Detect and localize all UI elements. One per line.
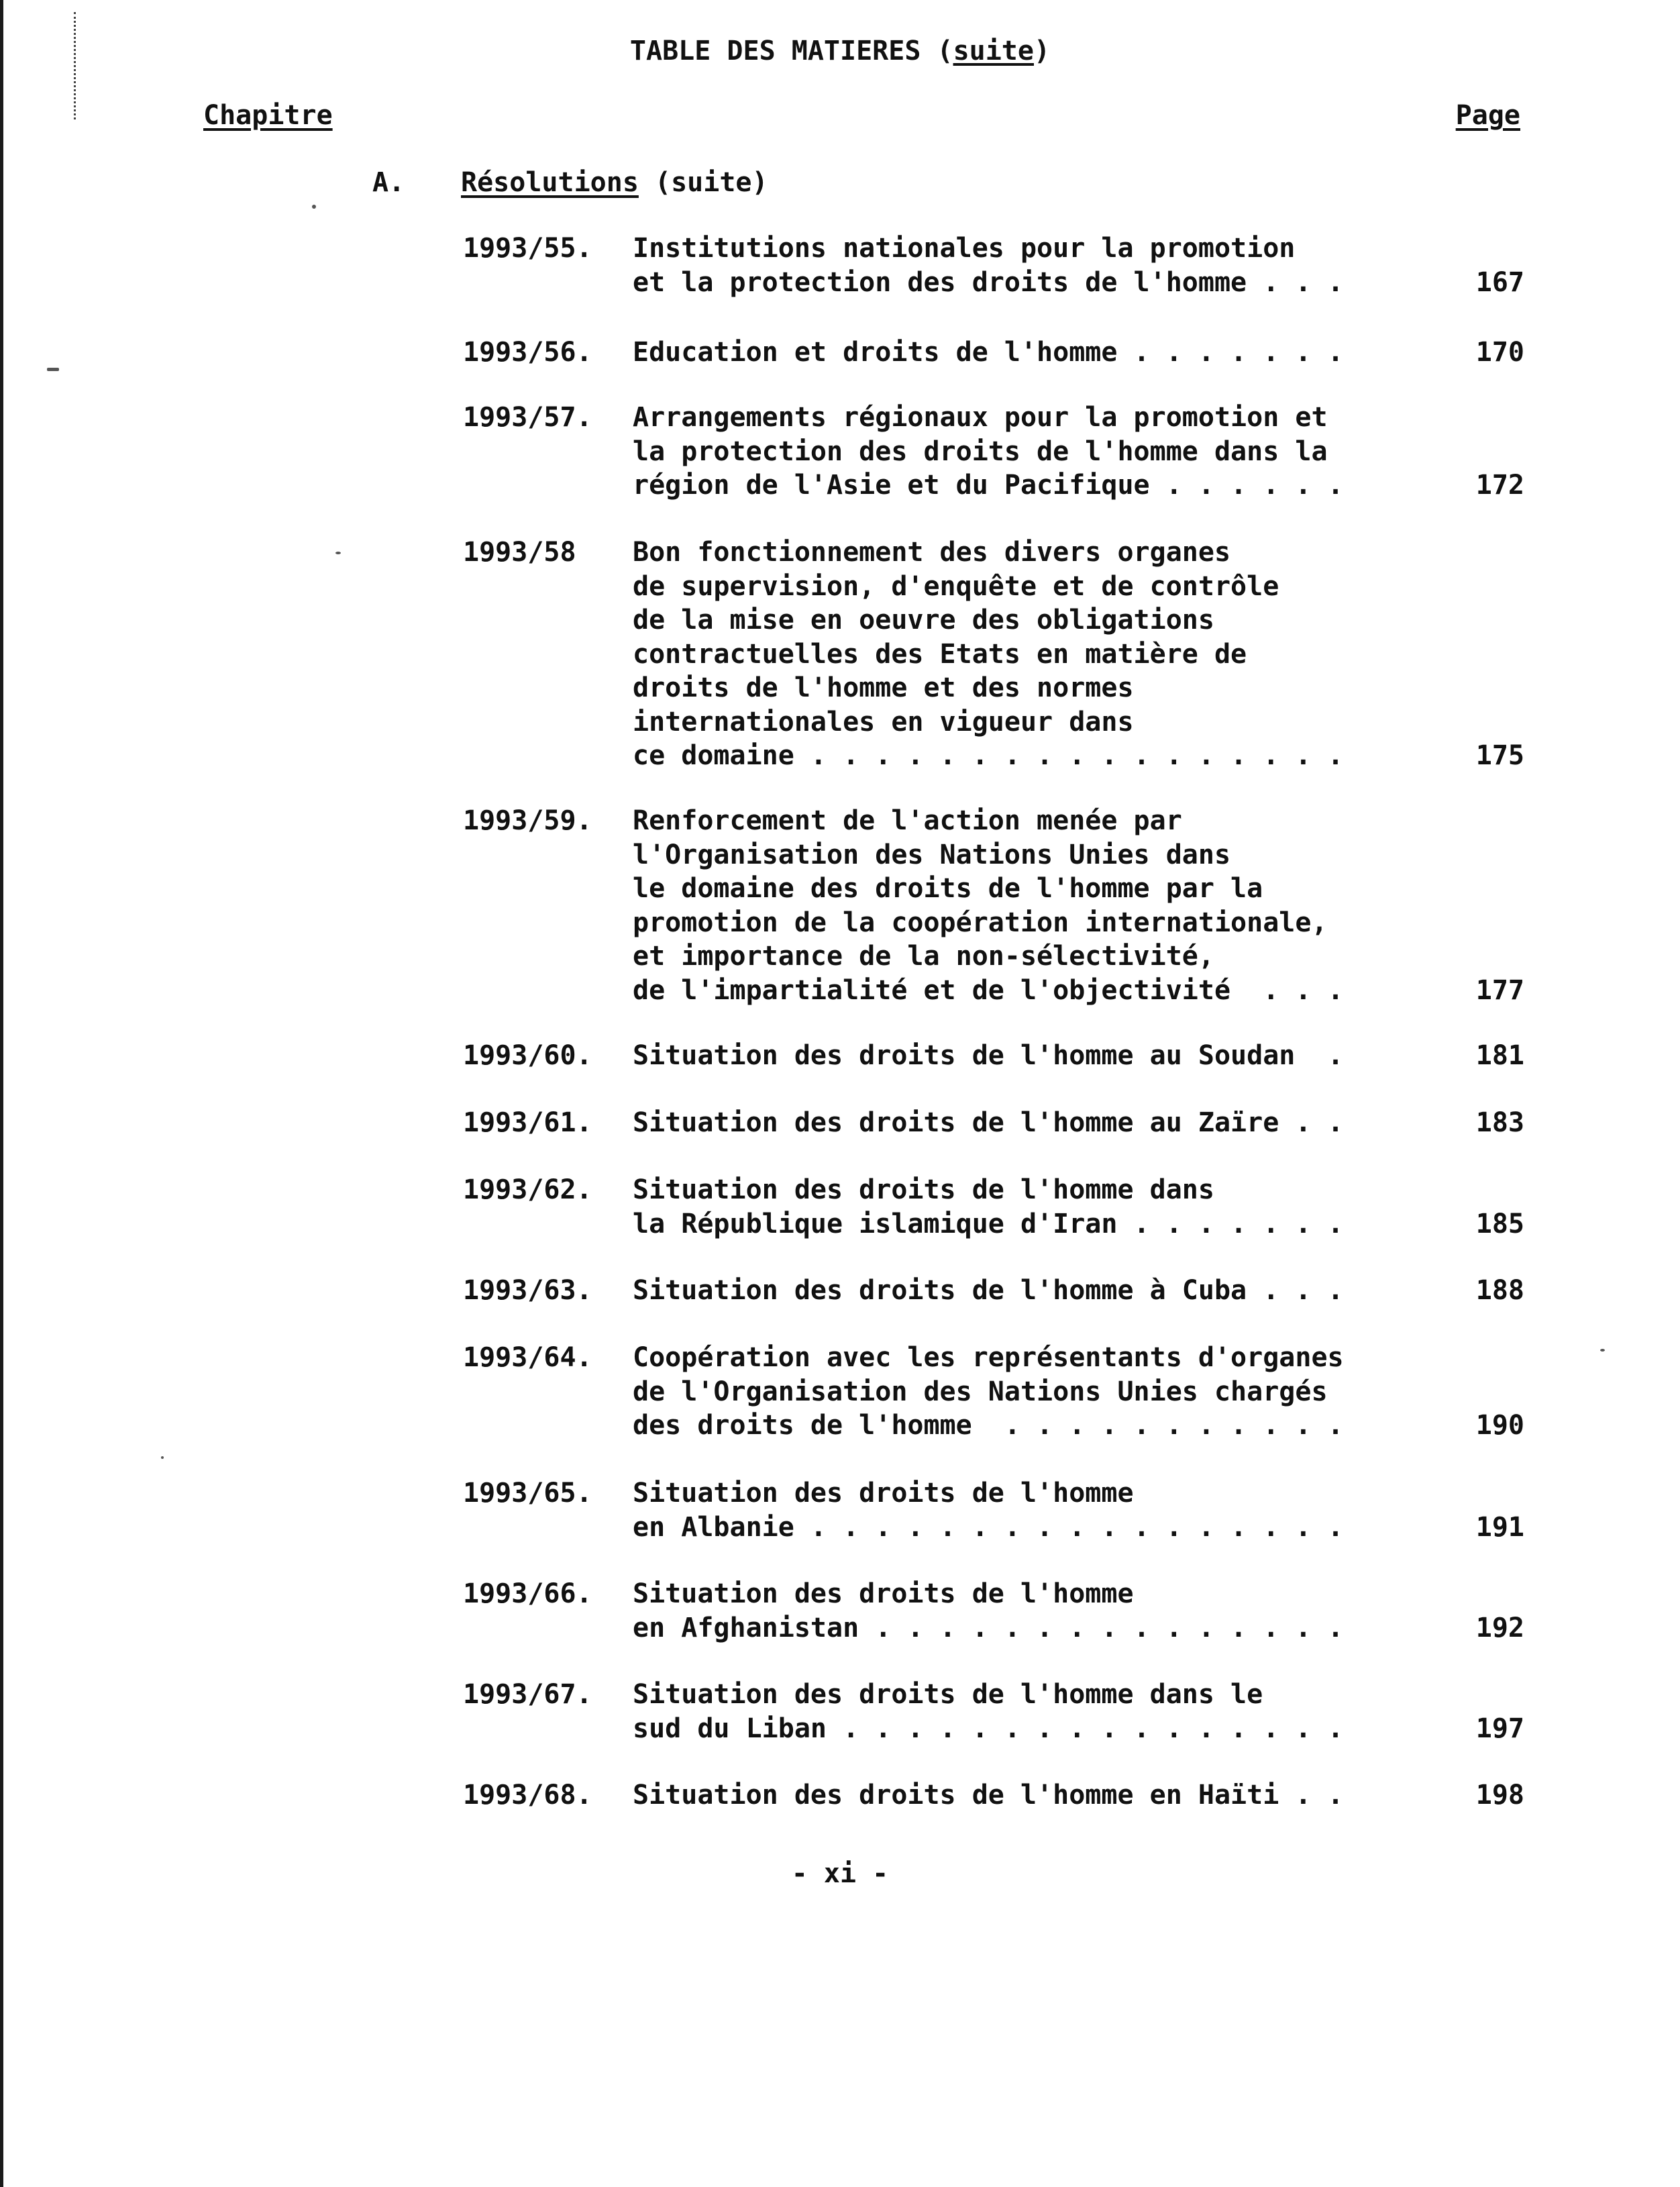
page-number-ref: 175 (1475, 740, 1524, 771)
title-line: Situation des droits de l'homme en Haïti . . (633, 1780, 1344, 1811)
title-line: de l'Organisation des Nations Unies chargés (633, 1376, 1328, 1407)
title-line: Situation des droits de l'homme dans le (633, 1679, 1263, 1710)
title-line: et la protection des droits de l'homme . . . (633, 266, 1344, 298)
resolution-title (633, 336, 1398, 370)
page-title: TABLE DES MATIERES (suite) (629, 36, 1051, 66)
resolution-number: 1993/63. (463, 1275, 592, 1306)
resolution-title (633, 1577, 1398, 1645)
page-number-ref: 177 (1475, 974, 1524, 1006)
page-number-ref: 170 (1475, 337, 1524, 368)
page-column-label: Page (1455, 100, 1520, 131)
title-line: des droits de l'homme . . . . . . . . . . . (633, 1410, 1344, 1441)
resolution-number: 1993/64. (463, 1342, 592, 1373)
section-title: Résolutions (suite) (461, 167, 768, 198)
page-number: - xi - (791, 1858, 889, 1889)
title-line: Coopération avec les représentants d'organes (633, 1342, 1344, 1373)
resolution-number: 1993/66. (463, 1578, 592, 1609)
resolution-title (633, 1039, 1398, 1073)
title-line: en Albanie . . . . . . . . . . . . . . . . . (633, 1511, 1344, 1543)
resolution-number: 1993/58 (463, 537, 576, 568)
resolution-title (633, 1274, 1398, 1308)
title-line: l'Organisation des Nations Unies dans (633, 839, 1231, 870)
resolution-number: 1993/56. (463, 337, 592, 368)
resolution-number: 1993/60. (463, 1040, 592, 1071)
page-number-ref: 181 (1475, 1040, 1524, 1071)
title-line: de l'impartialité et de l'objectivité . . . (633, 974, 1344, 1006)
title-line: Institutions nationales pour la promotion (633, 233, 1296, 264)
resolution-number: 1993/65. (463, 1478, 592, 1509)
title-line: Situation des droits de l'homme (633, 1478, 1134, 1509)
resolution-title (633, 401, 1398, 503)
title-line: Situation des droits de l'homme dans (633, 1174, 1214, 1205)
title-line: Situation des droits de l'homme au Soudan . (633, 1040, 1344, 1071)
resolution-title (633, 1476, 1398, 1544)
resolution-number: 1993/61. (463, 1107, 592, 1138)
page-number-ref: 172 (1475, 470, 1524, 501)
resolution-number: 1993/57. (463, 402, 592, 433)
title-line: internationales en vigueur dans (633, 706, 1134, 738)
resolution-title (633, 1341, 1398, 1443)
resolution-title (633, 804, 1398, 1007)
title-line: droits de l'homme et des normes (633, 672, 1134, 703)
page-number-ref: 192 (1475, 1612, 1524, 1643)
page-number-ref: 198 (1475, 1780, 1524, 1811)
title-line: de la mise en oeuvre des obligations (633, 605, 1214, 635)
title-line: Renforcement de l'action menée par (633, 805, 1182, 836)
page-number-ref: 188 (1475, 1275, 1524, 1306)
title-line: Situation des droits de l'homme à Cuba . . . (633, 1275, 1344, 1306)
page-number-ref: 190 (1475, 1410, 1524, 1441)
resolution-number: 1993/59. (463, 805, 592, 836)
title-line: et importance de la non-sélectivité, (633, 941, 1214, 972)
resolution-title (633, 536, 1398, 773)
resolution-title (633, 1106, 1398, 1140)
title-line: ce domaine . . . . . . . . . . . . . . . . . (633, 740, 1344, 771)
title-line: région de l'Asie et du Pacifique . . . . . . (633, 470, 1344, 501)
page-number-ref: 167 (1475, 266, 1524, 298)
page-number-ref: 197 (1475, 1713, 1524, 1744)
section-letter: A. (372, 167, 405, 198)
resolution-number: 1993/62. (463, 1174, 592, 1205)
title-line: contractuelles des Etats en matière de (633, 638, 1247, 670)
resolution-title (633, 1173, 1398, 1241)
title-line: Situation des droits de l'homme (633, 1578, 1134, 1609)
resolution-title (633, 1678, 1398, 1745)
title-line: Situation des droits de l'homme au Zaïre . . (633, 1107, 1344, 1138)
title-line: la République islamique d'Iran . . . . . . . (633, 1208, 1344, 1239)
resolution-number: 1993/68. (463, 1780, 592, 1811)
resolution-number: 1993/55. (463, 233, 592, 264)
title-line: sud du Liban . . . . . . . . . . . . . . . . (633, 1713, 1344, 1744)
title-line: en Afghanistan . . . . . . . . . . . . . . . (633, 1612, 1344, 1643)
chapter-column-label: Chapitre (203, 100, 333, 131)
title-line: la protection des droits de l'homme dans la (633, 436, 1328, 467)
page-number-ref: 185 (1475, 1208, 1524, 1239)
resolution-number: 1993/67. (463, 1679, 592, 1710)
title-line: promotion de la coopération internationale, (633, 907, 1328, 938)
resolution-title (633, 1778, 1398, 1813)
title-line: de supervision, d'enquête et de contrôle (633, 570, 1279, 602)
page-number-ref: 183 (1475, 1107, 1524, 1138)
title-line: Education et droits de l'homme . . . . . . . (633, 337, 1344, 368)
title-line: Bon fonctionnement des divers organes (633, 537, 1231, 568)
resolution-title (633, 232, 1398, 299)
title-line: le domaine des droits de l'homme par la (633, 873, 1263, 904)
title-line: Arrangements régionaux pour la promotion et (633, 402, 1328, 433)
page-number-ref: 191 (1475, 1511, 1524, 1543)
